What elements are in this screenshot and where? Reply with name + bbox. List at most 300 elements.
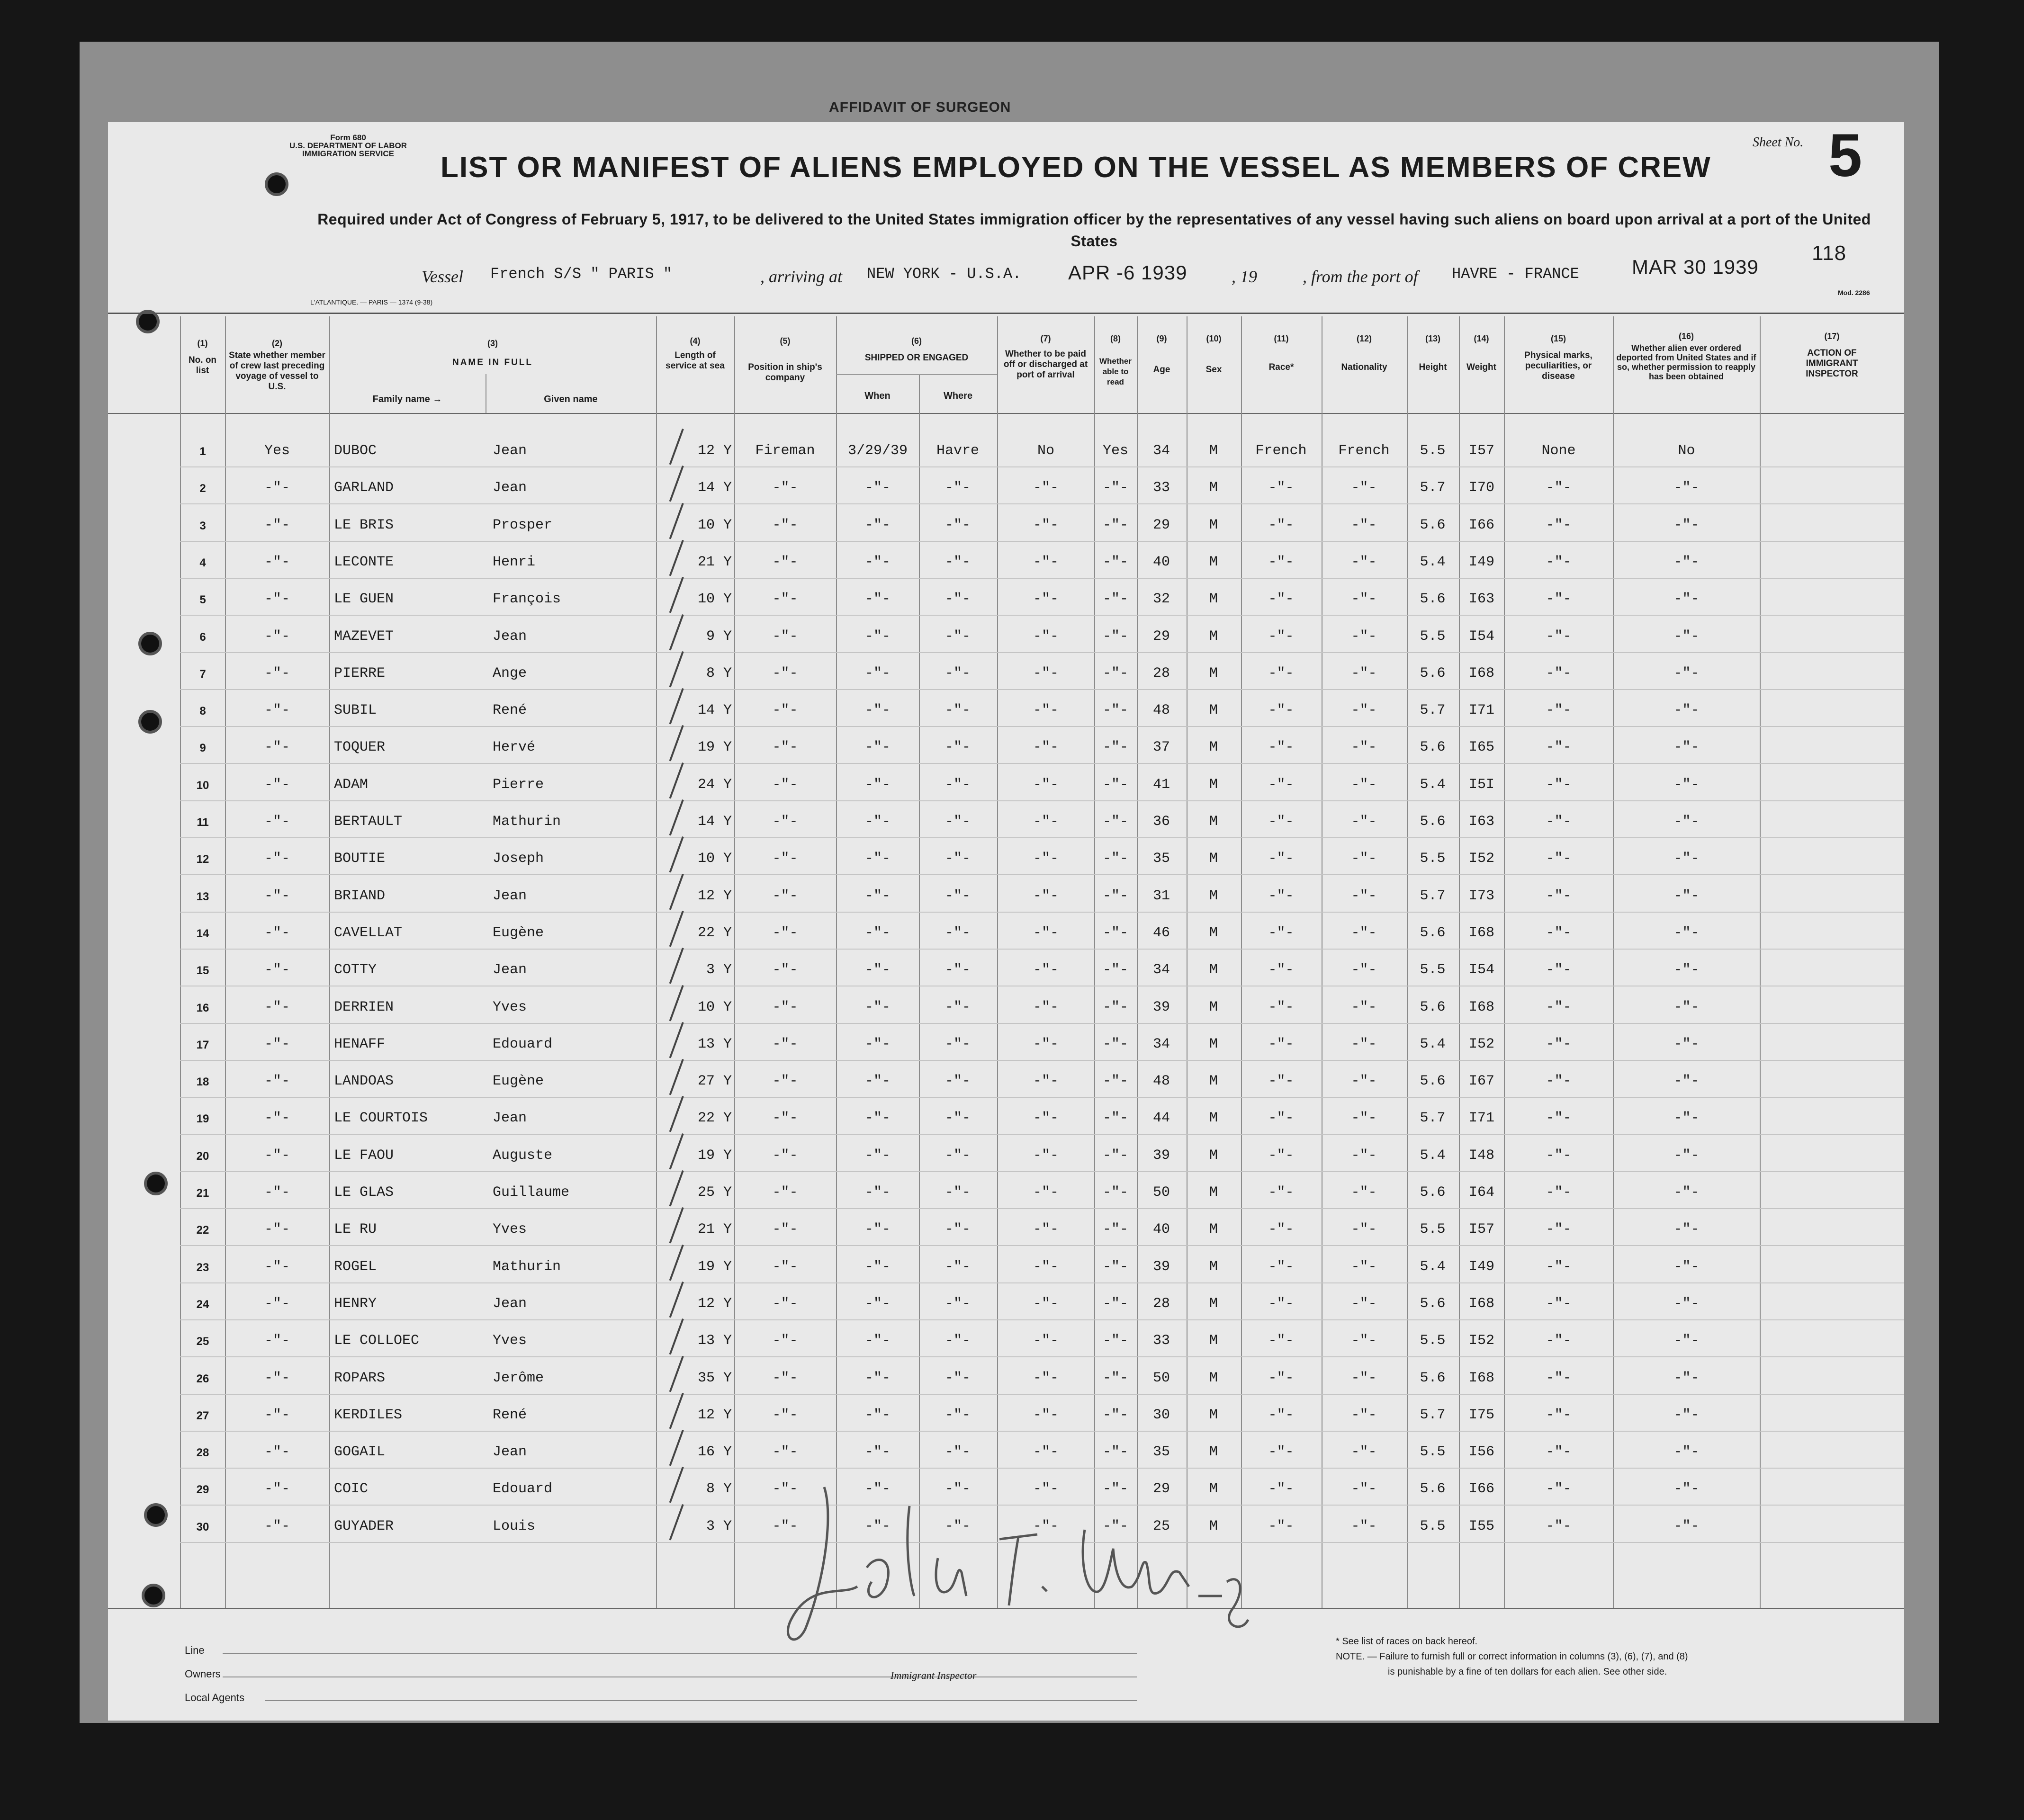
row-rule <box>180 912 1904 913</box>
cell-height: 5.7 <box>1420 1110 1446 1127</box>
cell-race: -"- <box>1268 1147 1294 1164</box>
cell-where: -"- <box>945 814 971 830</box>
row-number: 13 <box>196 890 209 903</box>
cell-marks: -"- <box>1546 480 1572 496</box>
cell-service: 22 Y <box>697 924 732 941</box>
cell-height: 5.5 <box>1420 1444 1446 1461</box>
cell-paid: -"- <box>1033 665 1059 681</box>
cell-paid: -"- <box>1033 554 1059 570</box>
cell-read: -"- <box>1102 1258 1128 1275</box>
cell-family: CAVELLAT <box>334 924 403 941</box>
cell-sex: M <box>1209 480 1218 496</box>
cell-height: 5.5 <box>1420 1518 1446 1534</box>
cell-weight: I68 <box>1468 1370 1494 1386</box>
cell-prev: -"- <box>264 665 290 681</box>
cell-nat: -"- <box>1351 1333 1377 1349</box>
cell-height: 5.4 <box>1420 554 1446 570</box>
cell-nat: French <box>1338 443 1390 459</box>
cell-position: -"- <box>772 1518 798 1534</box>
cell-when: -"- <box>864 962 891 978</box>
cell-race: -"- <box>1268 702 1294 719</box>
col-divider <box>180 316 181 1608</box>
cell-height: 5.6 <box>1420 517 1446 533</box>
cell-marks: -"- <box>1546 999 1572 1015</box>
cell-given: Prosper <box>493 517 553 533</box>
footer-line-label: Line <box>185 1644 205 1656</box>
cell-age: 35 <box>1152 851 1170 867</box>
row-number: 9 <box>199 742 206 755</box>
cell-deported: -"- <box>1673 776 1700 793</box>
cell-height: 5.6 <box>1420 739 1446 756</box>
cell-prev: -"- <box>264 1258 290 1275</box>
cell-sex: M <box>1209 739 1218 756</box>
cell-service: 12 Y <box>697 1295 732 1312</box>
document-subtitle: Required under Act of Congress of February 5, 1917, to be delivered to the United States immigration officer by the representatives of any vessel having such aliens on board upon arrival at a port of the United States <box>317 211 1871 250</box>
cell-given: Edouard <box>493 1036 553 1052</box>
cell-weight: I66 <box>1468 1481 1494 1497</box>
row-number: 17 <box>196 1038 209 1051</box>
cell-paid: -"- <box>1033 1370 1059 1386</box>
col-head-2: State whether member of crew last preceding voyage of vessel to U.S. <box>229 350 325 392</box>
col-num-4: (4) <box>690 336 701 346</box>
footer-agents-rule <box>265 1700 1137 1701</box>
year-label: , 19 <box>1232 267 1257 286</box>
cell-prev: -"- <box>264 962 290 978</box>
cell-nat: -"- <box>1351 999 1377 1015</box>
cell-family: ROGEL <box>334 1258 377 1275</box>
cell-nat: -"- <box>1351 591 1377 608</box>
cell-marks: -"- <box>1546 1110 1572 1127</box>
binder-hole <box>139 313 157 331</box>
form-meta <box>270 134 426 158</box>
cell-position: -"- <box>772 739 798 756</box>
cell-family: ADAM <box>334 776 369 793</box>
cell-prev: -"- <box>264 1481 290 1497</box>
cell-marks: -"- <box>1546 888 1572 904</box>
cell-sex: M <box>1209 702 1218 719</box>
cell-when: -"- <box>864 1184 891 1201</box>
cell-sex: M <box>1209 665 1218 681</box>
col-num-17: (17) <box>1824 332 1840 341</box>
row-number: 30 <box>196 1520 209 1533</box>
cell-deported: -"- <box>1673 924 1700 941</box>
cell-sex: M <box>1209 554 1218 570</box>
cell-nat: -"- <box>1351 1258 1377 1275</box>
row-rule <box>180 1060 1904 1061</box>
cell-position: -"- <box>772 1147 798 1164</box>
cell-position: -"- <box>772 1221 798 1238</box>
row-rule <box>180 1208 1904 1209</box>
cell-read: -"- <box>1102 628 1128 645</box>
cell-nat: -"- <box>1351 480 1377 496</box>
cell-paid: -"- <box>1033 1407 1059 1423</box>
cell-paid: -"- <box>1033 814 1059 830</box>
cell-marks: -"- <box>1546 776 1572 793</box>
cell-weight: I73 <box>1468 888 1494 904</box>
row-number: 15 <box>196 964 209 977</box>
row-rule <box>180 1023 1904 1024</box>
cell-when: -"- <box>864 1444 891 1461</box>
cell-weight: I68 <box>1468 1295 1494 1312</box>
cell-service: 19 Y <box>697 1258 732 1275</box>
cell-race: -"- <box>1268 628 1294 645</box>
cell-race: -"- <box>1268 480 1294 496</box>
cell-when: -"- <box>864 1481 891 1497</box>
cell-marks: -"- <box>1546 1407 1572 1423</box>
cell-sex: M <box>1209 1370 1218 1386</box>
cell-prev: -"- <box>264 1333 290 1349</box>
cell-when: -"- <box>864 480 891 496</box>
cell-service: 19 Y <box>697 739 732 756</box>
cell-given: Louis <box>493 1518 536 1534</box>
col-divider <box>997 316 998 1608</box>
cell-position: -"- <box>772 1036 798 1052</box>
cell-race: -"- <box>1268 888 1294 904</box>
cell-family: SUBIL <box>334 702 377 719</box>
cell-where: -"- <box>945 1481 971 1497</box>
cell-where: -"- <box>945 1147 971 1164</box>
cell-prev: -"- <box>264 924 290 941</box>
cell-position: -"- <box>772 851 798 867</box>
cell-age: 48 <box>1152 1073 1170 1090</box>
row-rule <box>180 800 1904 801</box>
binder-hole <box>268 175 286 193</box>
cell-marks: -"- <box>1546 591 1572 608</box>
arriving-port: NEW YORK - U.S.A. <box>867 265 1022 283</box>
cell-service: 12 Y <box>697 443 732 459</box>
cell-read: -"- <box>1102 814 1128 830</box>
cell-family: PIERRE <box>334 665 386 681</box>
cell-age: 29 <box>1152 628 1170 645</box>
note-text-2: is punishable by a fine of ten dollars for each alien. See other side. <box>1388 1667 1667 1677</box>
cell-paid: -"- <box>1033 776 1059 793</box>
col-head-11: Race* <box>1268 362 1294 372</box>
cell-sex: M <box>1209 924 1218 941</box>
cell-paid: -"- <box>1033 1036 1059 1052</box>
cell-weight: I65 <box>1468 739 1494 756</box>
cell-race: -"- <box>1268 1258 1294 1275</box>
cell-age: 35 <box>1152 1444 1170 1461</box>
col-head-9: Age <box>1153 365 1170 375</box>
cell-sex: M <box>1209 1036 1218 1052</box>
cell-where: -"- <box>945 480 971 496</box>
cell-weight: I52 <box>1468 1333 1494 1349</box>
cell-paid: -"- <box>1033 962 1059 978</box>
cell-marks: -"- <box>1546 1184 1572 1201</box>
col-head-family: Family name → <box>372 394 442 404</box>
cell-paid: -"- <box>1033 1295 1059 1312</box>
cell-service: 13 Y <box>697 1036 732 1052</box>
cell-deported: -"- <box>1673 628 1700 645</box>
cell-where: Havre <box>936 443 979 459</box>
cell-where: -"- <box>945 888 971 904</box>
cell-family: BERTAULT <box>334 814 403 830</box>
cell-paid: -"- <box>1033 739 1059 756</box>
cell-marks: -"- <box>1546 1258 1572 1275</box>
cell-position: -"- <box>772 1110 798 1127</box>
cell-paid: -"- <box>1033 702 1059 719</box>
cell-marks: -"- <box>1546 1444 1572 1461</box>
cell-given: Eugène <box>493 924 544 941</box>
printer-note: L'ATLANTIQUE. — PARIS — 1374 (9-38) <box>310 298 433 306</box>
row-rule <box>180 615 1904 616</box>
cell-read: -"- <box>1102 888 1128 904</box>
cell-deported: -"- <box>1673 1444 1700 1461</box>
cell-nat: -"- <box>1351 814 1377 830</box>
document-title: LIST OR MANIFEST OF ALIENS EMPLOYED ON THE VESSEL AS MEMBERS OF CREW <box>441 151 1711 184</box>
cell-age: 31 <box>1152 888 1170 904</box>
cell-when: -"- <box>864 1518 891 1534</box>
cell-read: -"- <box>1102 1184 1128 1201</box>
note-races: * See list of races on back hereof. <box>1336 1636 1478 1647</box>
row-rule <box>180 503 1904 504</box>
cell-age: 40 <box>1152 1221 1170 1238</box>
vessel-name: French S/S " PARIS " <box>490 265 673 283</box>
cell-height: 5.4 <box>1420 776 1446 793</box>
cell-where: -"- <box>945 1444 971 1461</box>
cell-paid: -"- <box>1033 591 1059 608</box>
cell-race: -"- <box>1268 962 1294 978</box>
cell-read: -"- <box>1102 1147 1128 1164</box>
col-num-8: (8) <box>1110 334 1121 343</box>
cell-sex: M <box>1209 1147 1218 1164</box>
cell-paid: -"- <box>1033 480 1059 496</box>
row-rule <box>180 541 1904 542</box>
cell-deported: -"- <box>1673 1110 1700 1127</box>
cell-prev: -"- <box>264 628 290 645</box>
cell-age: 33 <box>1152 480 1170 496</box>
cell-deported: -"- <box>1673 1481 1700 1497</box>
cell-height: 5.4 <box>1420 1258 1446 1275</box>
cell-weight: I70 <box>1468 480 1494 496</box>
cell-when: -"- <box>864 1110 891 1127</box>
cell-given: Mathurin <box>493 814 561 830</box>
cell-race: -"- <box>1268 1184 1294 1201</box>
cell-service: 21 Y <box>697 554 732 570</box>
cell-marks: -"- <box>1546 1036 1572 1052</box>
cell-service: 19 Y <box>697 1147 732 1164</box>
cell-paid: -"- <box>1033 1147 1059 1164</box>
col-num-13: (13) <box>1425 334 1440 343</box>
row-number: 21 <box>196 1187 209 1200</box>
header-bottom-rule <box>108 413 1904 414</box>
inspector-signature <box>753 1478 1250 1667</box>
cell-age: 41 <box>1152 776 1170 793</box>
cell-prev: -"- <box>264 517 290 533</box>
cell-nat: -"- <box>1351 1036 1377 1052</box>
cell-given: Edouard <box>493 1481 553 1497</box>
row-number: 29 <box>196 1483 209 1497</box>
cell-service: 22 Y <box>697 1110 732 1127</box>
cell-family: HENAFF <box>334 1036 386 1052</box>
note-text: — Failure to furnish full or correct information in columns (3), (6), (7), and (8) <box>1367 1651 1688 1662</box>
col-head-4: Length of service at sea <box>666 350 725 371</box>
cell-given: Ange <box>493 665 527 681</box>
cell-nat: -"- <box>1351 665 1377 681</box>
cell-where: -"- <box>945 1221 971 1238</box>
cell-nat: -"- <box>1351 776 1377 793</box>
cell-read: -"- <box>1102 665 1128 681</box>
cell-nat: -"- <box>1351 924 1377 941</box>
cell-read: -"- <box>1102 1481 1128 1497</box>
cell-prev: -"- <box>264 1444 290 1461</box>
binder-hole <box>141 713 159 731</box>
cell-height: 5.5 <box>1420 962 1446 978</box>
cell-height: 5.6 <box>1420 1184 1446 1201</box>
cell-given: Yves <box>493 1221 527 1238</box>
cell-height: 5.6 <box>1420 999 1446 1015</box>
row-number: 11 <box>197 816 209 829</box>
cell-prev: -"- <box>264 554 290 570</box>
col-num-2: (2) <box>272 339 282 348</box>
cell-sex: M <box>1209 1444 1218 1461</box>
cell-prev: Yes <box>264 443 290 459</box>
cell-given: Joseph <box>493 851 544 867</box>
cell-family: DERRIEN <box>334 999 394 1015</box>
cell-deported: -"- <box>1673 1258 1700 1275</box>
col-num-12: (12) <box>1356 334 1372 343</box>
cell-deported: -"- <box>1673 591 1700 608</box>
form-department: U.S. DEPARTMENT OF LABOR <box>289 141 407 150</box>
cell-given: Jean <box>493 888 527 904</box>
row-rule <box>180 1319 1904 1320</box>
cell-age: 37 <box>1152 739 1170 756</box>
cell-position: -"- <box>772 999 798 1015</box>
cell-nat: -"- <box>1351 1407 1377 1423</box>
cell-family: KERDILES <box>334 1407 403 1423</box>
cell-height: 5.5 <box>1420 628 1446 645</box>
cell-deported: -"- <box>1673 480 1700 496</box>
cell-age: 28 <box>1152 665 1170 681</box>
cell-prev: -"- <box>264 814 290 830</box>
cell-given: Henri <box>493 554 536 570</box>
cell-deported: No <box>1678 443 1695 459</box>
cell-read: -"- <box>1102 1518 1128 1534</box>
cell-position: -"- <box>772 962 798 978</box>
cell-nat: -"- <box>1351 1295 1377 1312</box>
cell-read: -"- <box>1102 1370 1128 1386</box>
cell-race: -"- <box>1268 517 1294 533</box>
cell-when: -"- <box>864 517 891 533</box>
col-num-14: (14) <box>1474 334 1489 343</box>
cell-position: -"- <box>772 1333 798 1349</box>
cell-service: 8 Y <box>706 1481 732 1497</box>
cell-paid: -"- <box>1033 1073 1059 1090</box>
cell-read: -"- <box>1102 1407 1128 1423</box>
row-rule <box>180 874 1904 875</box>
cell-when: -"- <box>864 1370 891 1386</box>
cell-weight: I54 <box>1468 962 1494 978</box>
cell-prev: -"- <box>264 739 290 756</box>
row-rule <box>180 949 1904 950</box>
cell-sex: M <box>1209 1518 1218 1534</box>
cell-sex: M <box>1209 1333 1218 1349</box>
col-num-10: (10) <box>1206 334 1222 343</box>
cell-when: -"- <box>864 1147 891 1164</box>
cell-height: 5.6 <box>1420 1295 1446 1312</box>
cell-prev: -"- <box>264 1370 290 1386</box>
cell-position: -"- <box>772 517 798 533</box>
cell-age: 44 <box>1152 1110 1170 1127</box>
cell-sex: M <box>1209 1295 1218 1312</box>
cell-prev: -"- <box>264 702 290 719</box>
cell-weight: I55 <box>1468 1518 1494 1534</box>
shipped-subrule <box>836 374 997 375</box>
cell-sex: M <box>1209 851 1218 867</box>
inspector-label: Immigrant Inspector <box>891 1669 977 1681</box>
cell-marks: -"- <box>1546 1370 1572 1386</box>
cell-position: -"- <box>772 1481 798 1497</box>
cell-family: COIC <box>334 1481 369 1497</box>
cell-deported: -"- <box>1673 962 1700 978</box>
cell-given: René <box>493 702 527 719</box>
cell-nat: -"- <box>1351 1184 1377 1201</box>
cell-where: -"- <box>945 1073 971 1090</box>
row-number: 18 <box>196 1076 209 1089</box>
col-divider <box>225 316 226 1608</box>
footer-line-rule <box>223 1653 1137 1654</box>
cell-age: 33 <box>1152 1333 1170 1349</box>
col-num-16: (16) <box>1678 332 1694 341</box>
cell-height: 5.5 <box>1420 851 1446 867</box>
cell-sex: M <box>1209 443 1218 459</box>
cell-paid: -"- <box>1033 888 1059 904</box>
cell-race: -"- <box>1268 1073 1294 1090</box>
cell-when: -"- <box>864 554 891 570</box>
cell-family: BRIAND <box>334 888 386 904</box>
cell-when: -"- <box>864 1258 891 1275</box>
cell-when: -"- <box>864 888 891 904</box>
cell-position: -"- <box>772 1258 798 1275</box>
cell-when: -"- <box>864 924 891 941</box>
cell-race: -"- <box>1268 999 1294 1015</box>
cell-nat: -"- <box>1351 888 1377 904</box>
cell-race: -"- <box>1268 665 1294 681</box>
cell-position: -"- <box>772 1295 798 1312</box>
cell-height: 5.5 <box>1420 1221 1446 1238</box>
cell-age: 30 <box>1152 1407 1170 1423</box>
cell-nat: -"- <box>1351 628 1377 645</box>
cell-family: LE FAOU <box>334 1147 394 1164</box>
cell-paid: -"- <box>1033 628 1059 645</box>
cell-service: 35 Y <box>697 1370 732 1386</box>
cell-service: 10 Y <box>697 851 732 867</box>
cell-age: 29 <box>1152 517 1170 533</box>
cell-race: -"- <box>1268 814 1294 830</box>
cell-nat: -"- <box>1351 962 1377 978</box>
cell-where: -"- <box>945 999 971 1015</box>
cell-position: -"- <box>772 591 798 608</box>
row-number: 28 <box>196 1446 209 1460</box>
col-head-when: When <box>864 391 891 401</box>
cell-race: -"- <box>1268 1481 1294 1497</box>
from-port-label: , from the port of <box>1303 267 1418 286</box>
cell-deported: -"- <box>1673 739 1700 756</box>
cell-family: BOUTIE <box>334 851 386 867</box>
cell-deported: -"- <box>1673 1147 1700 1164</box>
cell-nat: -"- <box>1351 1370 1377 1386</box>
cell-marks: -"- <box>1546 1147 1572 1164</box>
cell-sex: M <box>1209 1481 1218 1497</box>
cell-weight: I5I <box>1468 776 1494 793</box>
col-head-3: NAME IN FULL <box>452 358 533 368</box>
cell-position: -"- <box>772 924 798 941</box>
cell-height: 5.6 <box>1420 1481 1446 1497</box>
cell-prev: -"- <box>264 591 290 608</box>
cell-height: 5.7 <box>1420 888 1446 904</box>
cell-age: 46 <box>1152 924 1170 941</box>
cell-marks: -"- <box>1546 924 1572 941</box>
